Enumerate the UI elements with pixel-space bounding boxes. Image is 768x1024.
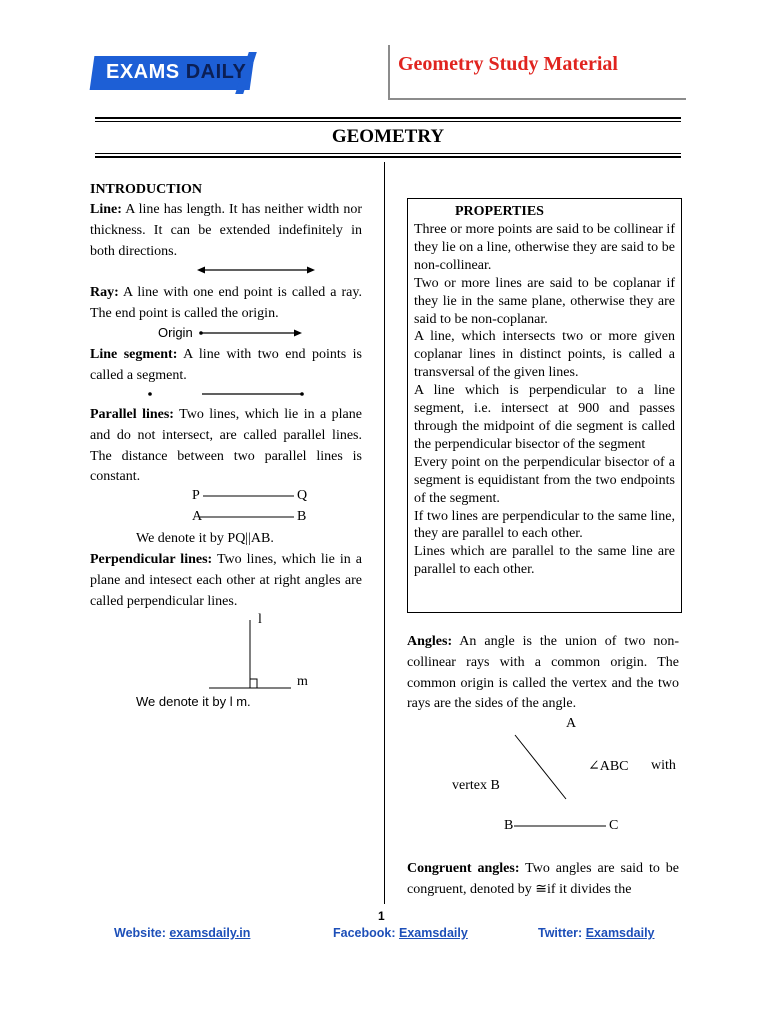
ray-text: A line with one end point is called a ray. The end point is called the origin.: [90, 285, 362, 321]
perpendicular-term: Perpendicular lines:: [90, 552, 213, 567]
angle-label-b: B: [504, 818, 514, 833]
perpendicular-text: Two lines, which lie in a plane and intesect each other at right angles are called perpendicular lines.: [90, 552, 362, 609]
logo-word-daily: DAILY: [185, 61, 247, 83]
angles-term: Angles:: [407, 634, 453, 649]
page-number: 1: [378, 909, 385, 923]
line-text: A line has length. It has neither width nor thickness. It can be extended indefinitely in both directions.: [90, 202, 362, 259]
segment-term: Line segment:: [90, 347, 178, 362]
label-l: l: [258, 612, 262, 627]
logo-word-exams: EXAMS: [106, 61, 180, 83]
label-m: m: [297, 674, 308, 689]
congruent-term: Congruent angles:: [407, 861, 520, 876]
facebook-label: Facebook:: [333, 926, 396, 940]
website-label: Website:: [114, 926, 166, 940]
angle-label-a: A: [566, 716, 577, 731]
congruent-text: Two angles are said to be congruent, denoted by ≅if it divides the: [407, 861, 680, 897]
footer-facebook: [333, 926, 468, 940]
label-q: Q: [297, 488, 308, 503]
property-item: Three or more points are said to be collinear if they lie on a line, otherwise they are said to be non-collinear.: [414, 222, 675, 273]
document-title: GEOMETRY: [331, 126, 445, 147]
segment-text: A line with two end points is called a segment.: [90, 347, 362, 383]
property-item: Lines which are parallel to the same line are parallel to each other.: [414, 544, 675, 578]
website-link[interactable]: examsdaily.in: [169, 926, 251, 940]
parallel-term: Parallel lines:: [90, 407, 174, 422]
footer-twitter: [538, 926, 655, 940]
angle-with-word: with: [651, 758, 676, 773]
vertex-label: vertex B: [452, 778, 500, 793]
facebook-link[interactable]: Examsdaily: [399, 926, 468, 940]
property-item: If two lines are perpendicular to the same line, they are parallel to each other.: [414, 508, 675, 542]
header-title: Geometry Study Material: [398, 53, 618, 75]
angle-abc-label: ∠ABC: [588, 759, 629, 774]
twitter-label: Twitter:: [538, 926, 583, 940]
perpendicular-notation: We denote it by l m.: [136, 694, 251, 709]
congruent-angles-definition: [407, 859, 679, 901]
line-term: Line:: [90, 202, 122, 217]
angles-text: An angle is the union of two non-collinear rays with a common origin. The common origin is called the vertex and the two rays are the sides of the angle.: [407, 634, 679, 712]
twitter-link[interactable]: Examsdaily: [585, 926, 655, 940]
parallel-notation: We denote it by PQ||AB.: [136, 531, 274, 546]
angle-label-c: C: [609, 818, 619, 833]
footer-website: [114, 926, 250, 940]
properties-title: PROPERTIES: [455, 204, 544, 219]
property-item: A line which is perpendicular to a line segment, i.e. intersect at 900 and passes through the midpoint of die segment is called the perpendicular bisector of the segment: [414, 383, 675, 452]
origin-label: Origin: [158, 325, 193, 340]
label-a-left: A: [192, 509, 203, 524]
property-item: A line, which intersects two or more given coplanar lines in distinct points, is called a transversal of the given lines.: [414, 329, 675, 381]
property-item: Every point on the perpendicular bisector of a segment is equidistant from the two endpoints of the segment.: [414, 454, 675, 506]
parallel-text: Two lines, which lie in a plane and do not intersect, are called parallel lines. The distance between two parallel lines is constant.: [90, 407, 362, 485]
ray-term: Ray:: [90, 285, 119, 300]
label-b-left: B: [297, 509, 307, 524]
introduction-heading: INTRODUCTION: [90, 182, 203, 197]
label-p: P: [192, 488, 200, 503]
property-item: Two or more lines are said to be coplanar if they lie in the same plane, otherwise they are said to be non-coplanar.: [414, 275, 675, 327]
